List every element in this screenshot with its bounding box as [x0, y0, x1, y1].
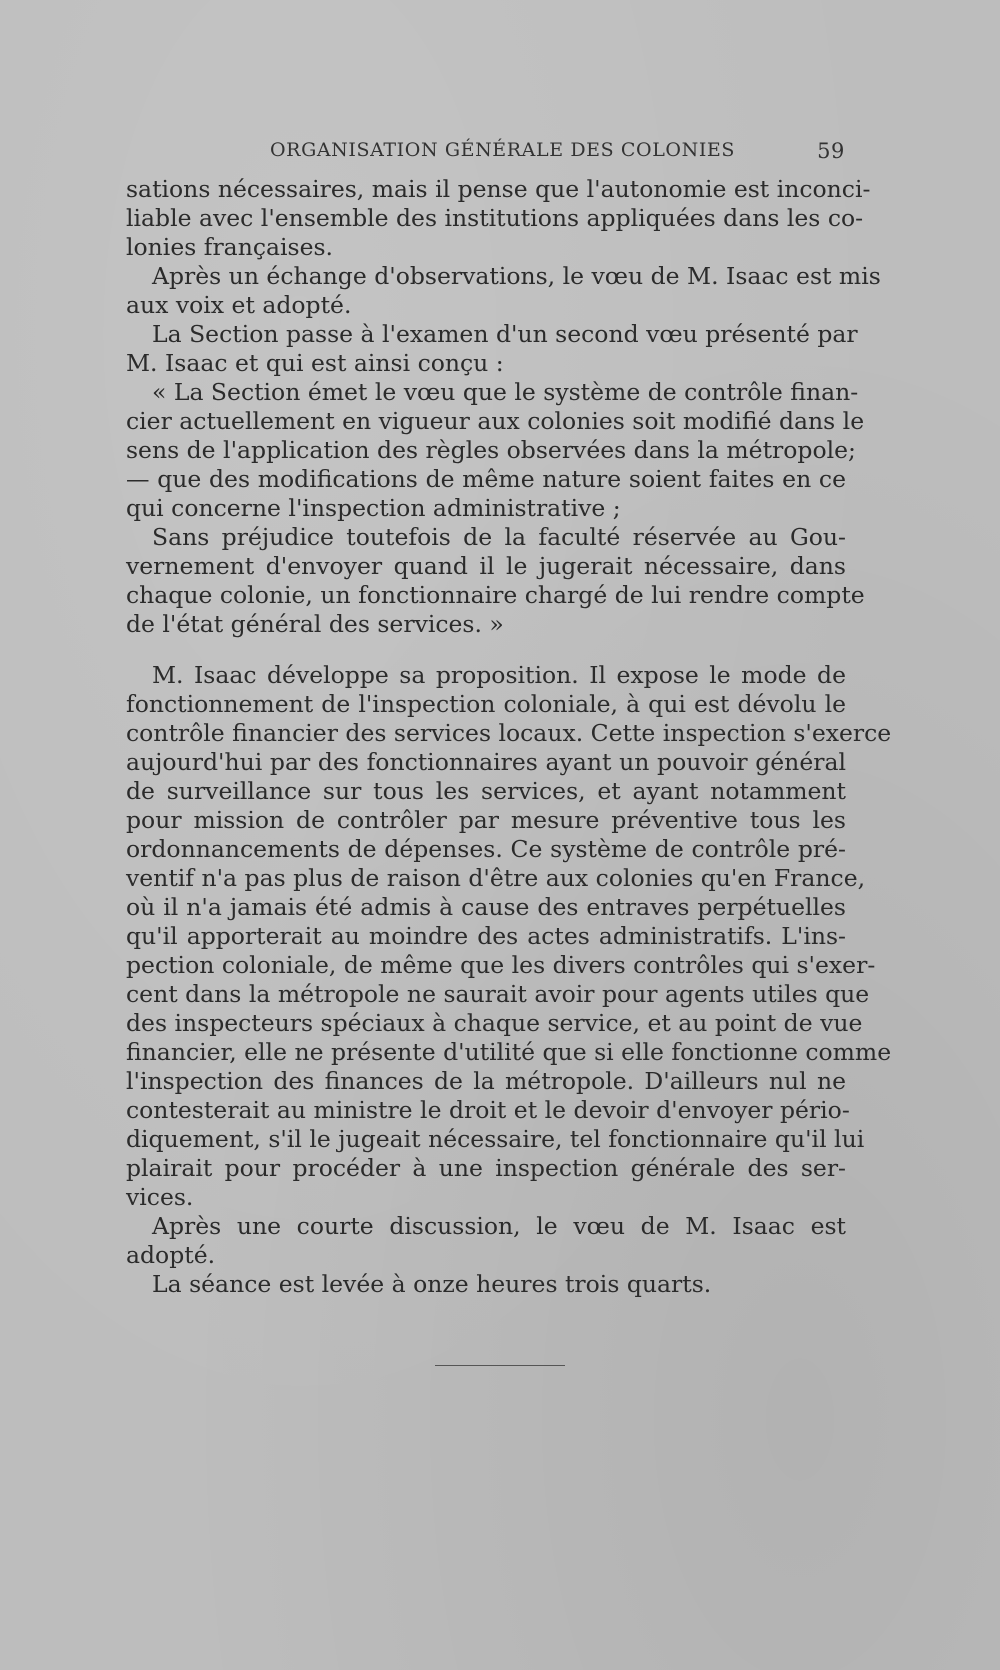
text-line: aux voix et adopté.	[126, 291, 352, 319]
running-head	[270, 139, 845, 169]
text-line: M. Isaac développe sa proposition. Il expose le mode de	[152, 661, 846, 689]
text-line: Sans préjudice toutefois de la faculté réservée au Gou-	[152, 523, 846, 551]
running-head-title: ORGANISATION GÉNÉRALE DES COLONIES	[270, 139, 736, 161]
text-line: — que des modifications de même nature soient faites en ce	[126, 465, 846, 493]
text-line: de l'état général des services. »	[126, 610, 504, 638]
text-line: La séance est levée à onze heures trois quarts.	[152, 1270, 712, 1298]
text-line: M. Isaac et qui est ainsi conçu :	[126, 349, 504, 377]
text-line: ventif n'a pas plus de raison d'être aux colonies qu'en France,	[126, 864, 866, 892]
paragraph-gap	[126, 639, 846, 661]
body-text	[126, 175, 892, 1299]
page-number: 59	[817, 139, 845, 163]
text-line: cier actuellement en vigueur aux colonies soit modifié dans le	[126, 407, 865, 435]
text-line: ordonnancements de dépenses. Ce système de contrôle pré-	[126, 835, 846, 863]
text-line: « La Section émet le vœu que le système de contrôle finan-	[152, 378, 859, 406]
text-line: pour mission de contrôler par mesure préventive tous les	[126, 806, 846, 834]
text-line: diquement, s'il le jugeait nécessaire, tel fonctionnaire qu'il lui	[126, 1125, 865, 1153]
text-line: cent dans la métropole ne saurait avoir pour agents utiles que	[126, 980, 870, 1008]
text-line: sations nécessaires, mais il pense que l'autonomie est inconci-	[126, 175, 871, 203]
text-line: plairait pour procéder à une inspection générale des ser-	[126, 1154, 846, 1182]
closing-rule	[435, 1365, 565, 1366]
text-line: Après un échange d'observations, le vœu de M. Isaac est mis	[152, 262, 881, 290]
text-line: où il n'a jamais été admis à cause des entraves perpétuelles	[126, 893, 846, 921]
text-line: des inspecteurs spéciaux à chaque service, et au point de vue	[126, 1009, 863, 1037]
text-line: contrôle financier des services locaux. Cette inspection s'exerce	[126, 719, 892, 747]
text-line: chaque colonie, un fonctionnaire chargé de lui rendre compte	[126, 581, 865, 609]
text-line: Après une courte discussion, le vœu de M. Isaac est	[152, 1212, 846, 1240]
text-line: aujourd'hui par des fonctionnaires ayant un pouvoir général	[126, 748, 846, 776]
text-line: lonies françaises.	[126, 233, 334, 261]
text-line: adopté.	[126, 1241, 216, 1269]
text-line: de surveillance sur tous les services, et ayant notamment	[126, 777, 846, 805]
text-line: l'inspection des finances de la métropole. D'ailleurs nul ne	[126, 1067, 846, 1095]
text-line: liable avec l'ensemble des institutions appliquées dans les co-	[126, 204, 864, 232]
text-line: pection coloniale, de même que les divers contrôles qui s'exer-	[126, 951, 876, 979]
text-line: La Section passe à l'examen d'un second vœu présenté par	[152, 320, 858, 348]
text-line: fonctionnement de l'inspection coloniale, à qui est dévolu le	[126, 690, 846, 718]
text-line: contesterait au ministre le droit et le devoir d'envoyer pério-	[126, 1096, 850, 1124]
text-line: sens de l'application des règles observées dans la métropole;	[126, 436, 856, 464]
text-line: vices.	[126, 1183, 194, 1211]
text-line: vernement d'envoyer quand il le jugerait nécessaire, dans	[126, 552, 846, 580]
text-line: financier, elle ne présente d'utilité que si elle fonctionne comme	[126, 1038, 892, 1066]
text-line: qu'il apporterait au moindre des actes administratifs. L'ins-	[126, 922, 846, 950]
text-line: qui concerne l'inspection administrative ;	[126, 494, 621, 522]
